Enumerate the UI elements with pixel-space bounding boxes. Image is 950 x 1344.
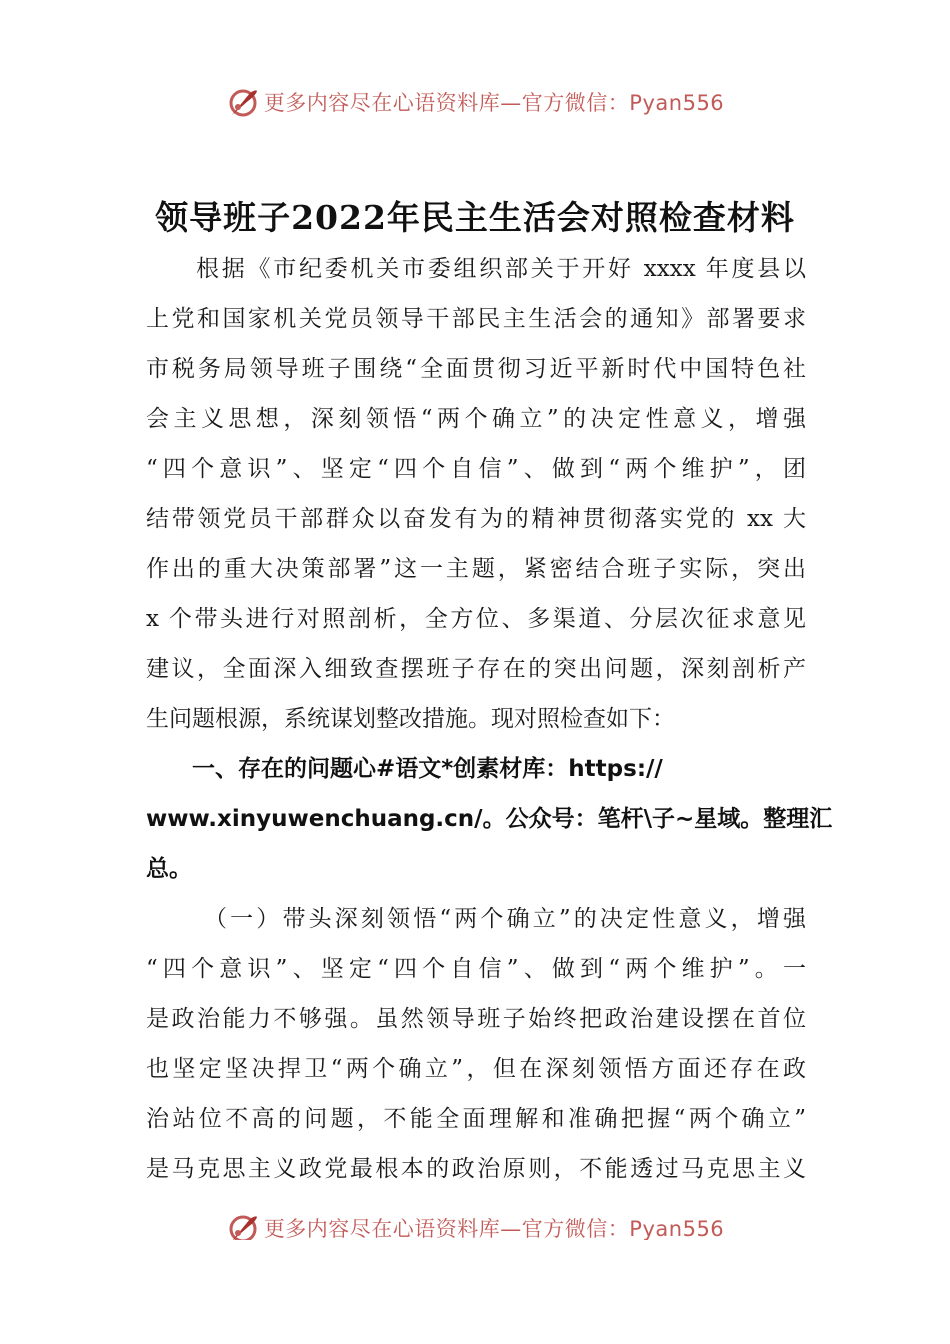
document-title: 领导班子2022年民主生活会对照检查材料 xyxy=(155,198,795,237)
paragraph-line: 也坚定坚决捍卫“两个确立”，但在深刻领悟方面还存在政 xyxy=(146,1056,806,1082)
paragraph-line: “四个意识”、坚定“四个自信”、做到“两个维护”。一 xyxy=(146,956,806,982)
banner-text: 更多内容尽在心语资料库—官方微信：Pyan556 xyxy=(263,1217,725,1240)
section-heading: 一、存在的问题心#语文*创素材库：https:// xyxy=(192,756,663,782)
paragraph-line: 是马克思主义政党最根本的政治原则，不能透过马克思主义 xyxy=(146,1156,806,1182)
paragraph-line: 根据《市纪委机关市委组织部关于开好 xxxx 年度县以 xyxy=(196,256,806,282)
paragraph-line: “四个意识”、坚定“四个自信”、做到“两个维护”，团 xyxy=(146,456,806,482)
paragraph-line: 上党和国家机关党员领导干部民主生活会的通知》部署要求 xyxy=(146,306,806,332)
footer-banner xyxy=(0,1200,950,1240)
quill-logo-icon xyxy=(226,1211,260,1240)
paragraph-line: 建议，全面深入细致查摆班子存在的突出问题，深刻剖析产 xyxy=(146,656,806,682)
paragraph-line: 市税务局领导班子围绕“全面贯彻习近平新时代中国特色社 xyxy=(146,356,806,382)
paragraph-line: 会主义思想，深刻领悟“两个确立”的决定性意义，增强 xyxy=(146,406,806,432)
section-heading: 总。 xyxy=(146,856,192,882)
quill-logo-icon xyxy=(226,85,260,119)
paragraph-line: （一）带头深刻领悟“两个确立”的决定性意义，增强 xyxy=(204,906,806,932)
paragraph-line: 作出的重大决策部署”这一主题，紧密结合班子实际，突出 xyxy=(146,556,806,582)
paragraph-line: 结带领党员干部群众以奋发有为的精神贯彻落实党的 xx 大 xyxy=(146,506,806,532)
section-heading: www.xinyuwenchuang.cn/。公众号：笔杆\子~星域。整理汇 xyxy=(146,806,833,832)
paragraph-line: 生问题根源，系统谋划整改措施。现对照检查如下： xyxy=(146,706,675,732)
header-banner xyxy=(0,80,950,124)
paragraph-line: 是政治能力不够强。虽然领导班子始终把政治建设摆在首位 xyxy=(146,1006,806,1032)
paragraph-line: 治站位不高的问题，不能全面理解和准确把握“两个确立” xyxy=(146,1106,806,1132)
paragraph-line: x 个带头进行对照剖析，全方位、多渠道、分层次征求意见 xyxy=(146,606,806,632)
banner-text: 更多内容尽在心语资料库—官方微信：Pyan556 xyxy=(263,91,725,115)
